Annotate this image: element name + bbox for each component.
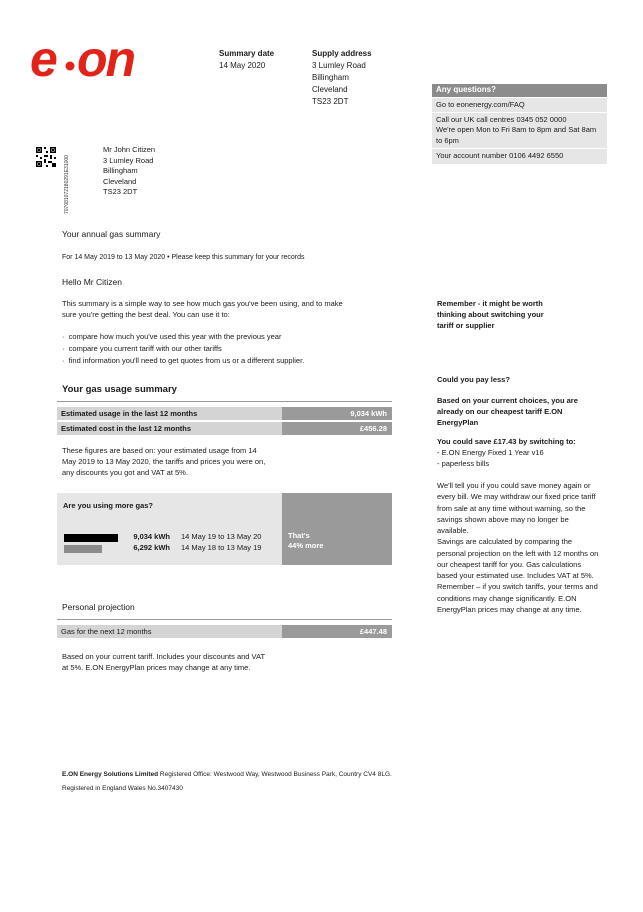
projection-heading: Personal projection — [62, 602, 135, 612]
divider — [57, 401, 392, 402]
footer-office: Registered Office: Westwood Way, Westwood Business Park, Country CV4 8LG. — [159, 771, 392, 778]
recipient-line: 3 Lumley Road — [103, 155, 154, 165]
usage-bar-previous — [64, 545, 102, 553]
supply-address-line: TS23 2DT — [312, 96, 349, 106]
save-amount-text: You could save £17.43 by switching to: — [437, 437, 576, 446]
recipient-line: Billingham — [103, 166, 138, 175]
comparison-line-1: That's — [288, 531, 310, 540]
estimated-usage-label: Estimated usage in the last 12 months — [57, 407, 282, 420]
projection-label: Gas for the next 12 months — [57, 625, 282, 638]
recipient-line: TS23 2DT — [103, 187, 138, 196]
keep-records-text: Please keep this summary for your records — [171, 254, 305, 261]
figures-basis-text: These figures are based on: your estimated usage from 14 May 2019 to 13 May 2020, the tariffs and prices you were on, any discounts you got and VAT at 5%. — [62, 446, 266, 477]
remember-switch-text: Remember - it might be worth thinking about switching your tariff or supplier — [437, 299, 544, 330]
comparison-line-2: 44% more — [288, 541, 324, 551]
period-text: For 14 May 2019 to 13 May 2020 — [62, 254, 166, 261]
supply-address-line: Cleveland — [312, 84, 348, 94]
cheapest-tariff-text: Based on your current choices, you are already on our cheapest tariff E.ON EnergyPlan — [437, 396, 578, 427]
more-gas-comparison — [282, 493, 392, 565]
vertical-code-text: 707081072180291E31000 — [64, 155, 70, 214]
terms-change-text: Remember – if you switch tariffs, your terms and conditions may change significantly. E.ON EnergyPlan prices may change at any time. — [437, 582, 598, 614]
estimated-cost-row — [57, 422, 392, 435]
pay-less-heading: Could you pay less? — [437, 375, 510, 384]
supply-address-line: 3 Lumley Road — [312, 60, 366, 70]
summary-date-label: Summary date — [219, 49, 275, 58]
account-number: Your account number 0106 4492 6550 — [432, 148, 607, 163]
right-notes — [437, 480, 602, 615]
intro-paragraph: This summary is a simple way to see how much gas you've been using, and to make sure you're getting the best deal. You can use it to: — [62, 299, 343, 319]
eon-logo — [30, 34, 165, 84]
period-line — [62, 253, 305, 262]
list-item: - E.ON Energy Fixed 1 Year v16 — [437, 447, 544, 457]
questions-box — [432, 84, 607, 164]
svg-text:on: on — [77, 34, 135, 84]
opening-hours: We're open Mon to Fri 8am to 8pm and Sat 8am to 6pm — [436, 125, 597, 145]
estimated-cost-label: Estimated cost in the last 12 months — [57, 422, 282, 435]
current-usage-value: 9,034 kWh — [133, 532, 170, 541]
current-usage-period: 14 May 19 to 13 May 20 — [181, 532, 262, 541]
list-item: · find information you'll need to get quotes from us or a different supplier. — [62, 356, 305, 365]
save-block — [437, 437, 607, 470]
usage-summary-heading: Your gas usage summary — [62, 384, 177, 395]
supply-address-block — [312, 49, 372, 108]
save-again-text: We'll tell you if you could save money again or every bill. We may withdraw our fixed price tariff from sale at any time without warning, so the savings shown above may no longer be available. — [437, 481, 596, 535]
footer-line — [62, 771, 392, 780]
annual-summary-heading: Your annual gas summary — [62, 229, 161, 239]
vertical-reference-code — [64, 134, 72, 214]
svg-text:e: e — [30, 34, 56, 84]
call-centre-number: Call our UK call centres 0345 052 0000 — [436, 114, 567, 124]
call-centre-info — [432, 112, 607, 149]
projection-value: £447.48 — [282, 625, 392, 638]
divider — [57, 619, 392, 620]
projection-row — [57, 625, 392, 638]
recipient-address — [103, 145, 155, 198]
intro-bullets — [62, 331, 304, 367]
recipient-line: Mr John Citizen — [103, 145, 156, 154]
savings-calculation-text: Savings are calculated by comparing the personal projection on the left with 12 months on our cheapest tariff for you. Gas calculations based your estimated use. Includes VAT at 5%. — [437, 537, 599, 580]
questions-title: Any questions? — [432, 84, 607, 97]
list-item: · compare you current tariff with our other tariffs — [62, 344, 222, 353]
previous-usage-period: 14 May 18 to 13 May 19 — [181, 543, 262, 552]
faq-link[interactable]: Go to eonenergy.com/FAQ — [432, 97, 607, 112]
list-item: - paperless bills — [437, 458, 490, 468]
list-item: · compare how much you've used this year with the previous year — [62, 332, 282, 341]
greeting: Hello Mr Citizen — [62, 277, 122, 287]
supply-address-label: Supply address — [312, 49, 372, 58]
estimated-usage-row — [57, 407, 392, 420]
supply-address-line: Billingham — [312, 72, 349, 82]
usage-bar-current — [64, 534, 118, 542]
estimated-usage-value: 9,034 kWh — [282, 407, 392, 420]
qr-code-icon — [36, 147, 56, 167]
summary-date-block — [219, 49, 274, 72]
bullet-dot-icon: • — [167, 254, 170, 261]
recipient-line: Cleveland — [103, 176, 137, 186]
previous-usage-value: 6,292 kWh — [133, 543, 170, 552]
estimated-cost-value: £456.28 — [282, 422, 392, 435]
more-gas-title: Are you using more gas? — [63, 501, 154, 510]
projection-note: Based on your current tariff. Includes your discounts and VAT at 5%. E.ON EnergyPlan prices may change at any time. — [62, 652, 265, 672]
summary-date-value: 14 May 2020 — [219, 60, 266, 70]
footer-company: E.ON Energy Solutions Limited — [62, 771, 159, 778]
footer-registration: Registered in England Wales No.3407430 — [62, 785, 183, 792]
